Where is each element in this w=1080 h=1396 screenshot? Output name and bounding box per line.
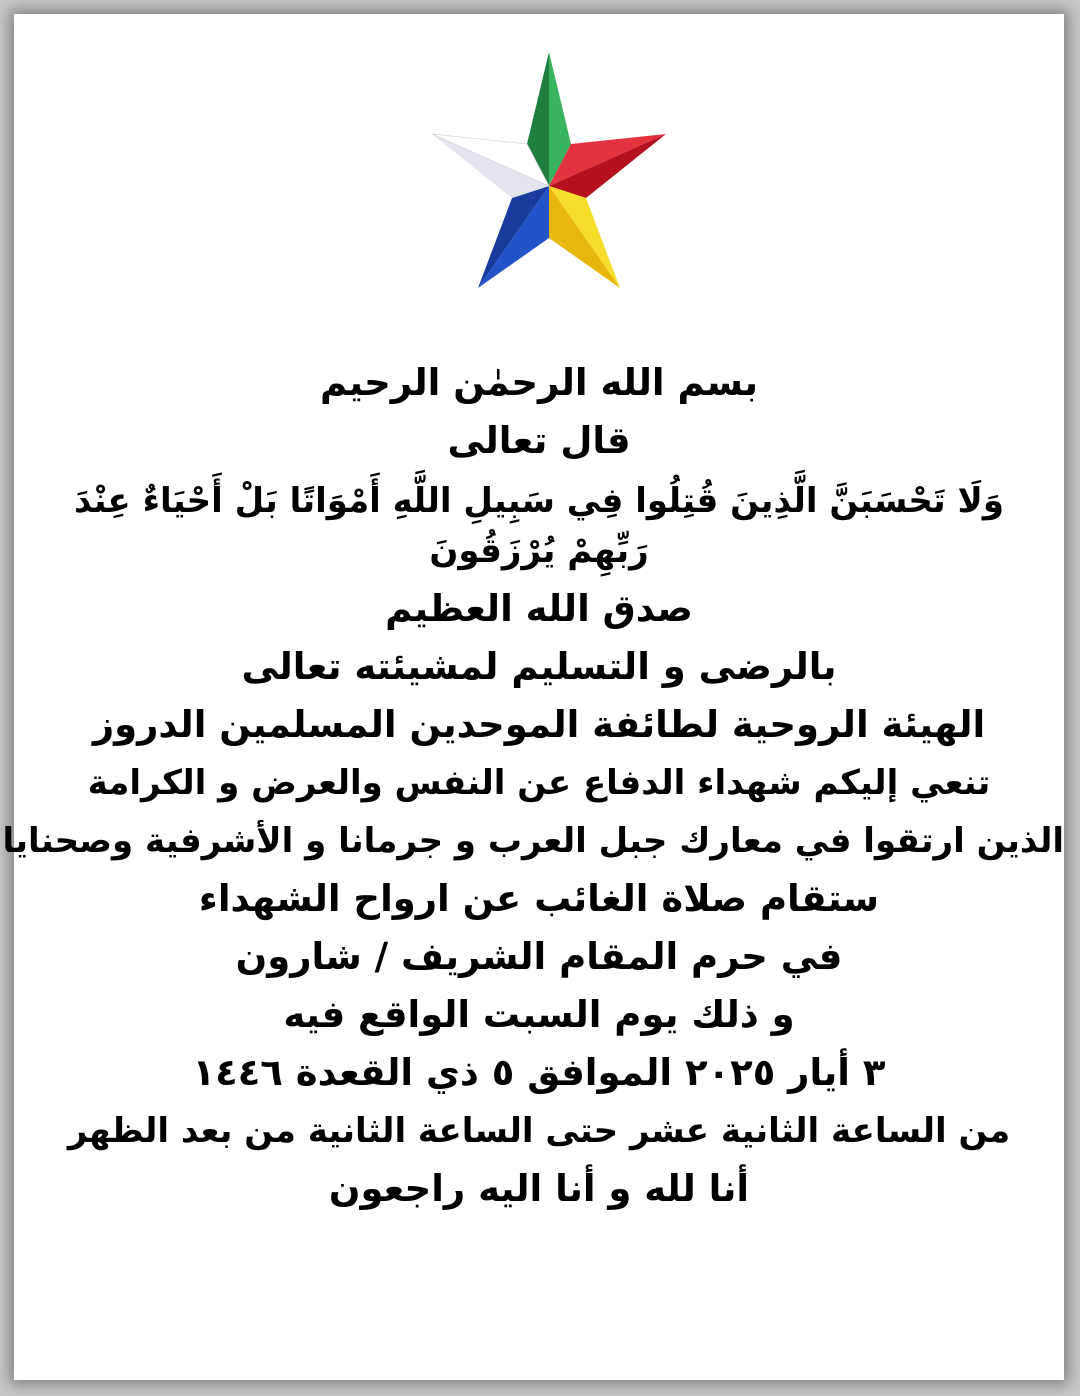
basmala: بسم الله الرحمٰن الرحيم	[319, 361, 759, 404]
mourning-line: تنعي إليكم شهداء الدفاع عن النفس والعرض و الكرامة	[87, 763, 991, 803]
closing-line: أنا لله و أنا اليه راجعون	[328, 1167, 750, 1210]
time-line: من الساعة الثانية عشر حتى الساعة الثانية من بعد الظهر	[67, 1111, 1011, 1151]
sadaqa-allah: صدق الله العظيم	[385, 587, 693, 630]
quran-verse: وَلَا تَحْسَبَنَّ الَّذِينَ قُتِلُوا فِي سَبِيلِ اللَّهِ أَمْوَاتًا بَلْ أَحْيَاءٌ عِنْدَ رَبِّهِمْ يُرْزَقُونَ	[74, 481, 1004, 571]
day-line: و ذلك يوم السبت الواقع فيه	[283, 993, 795, 1036]
announcement-page	[2, 14, 1064, 1380]
battles-line: الذين ارتقوا في معارك جبل العرب و جرمانا و الأشرفية وصحنايا	[2, 821, 1064, 861]
date-line: ٣ أيار ٢٠٢٥ الموافق ٥ ذي القعدة ١٤٤٦	[192, 1051, 886, 1094]
druze-star-svg	[424, 48, 674, 298]
announcement-text	[2, 354, 1064, 1218]
druze-star-icon	[424, 48, 674, 298]
prayer-line: ستقام صلاة الغائب عن ارواح الشهداء	[198, 877, 880, 920]
place-line: في حرم المقام الشريف / شارون	[235, 935, 843, 978]
spiritual-body-line: الهيئة الروحية لطائفة الموحدين المسلمين الدروز	[92, 703, 986, 746]
qala-taala: قال تعالى	[447, 419, 631, 462]
rida-line: بالرضى و التسليم لمشيئته تعالى	[241, 645, 837, 688]
